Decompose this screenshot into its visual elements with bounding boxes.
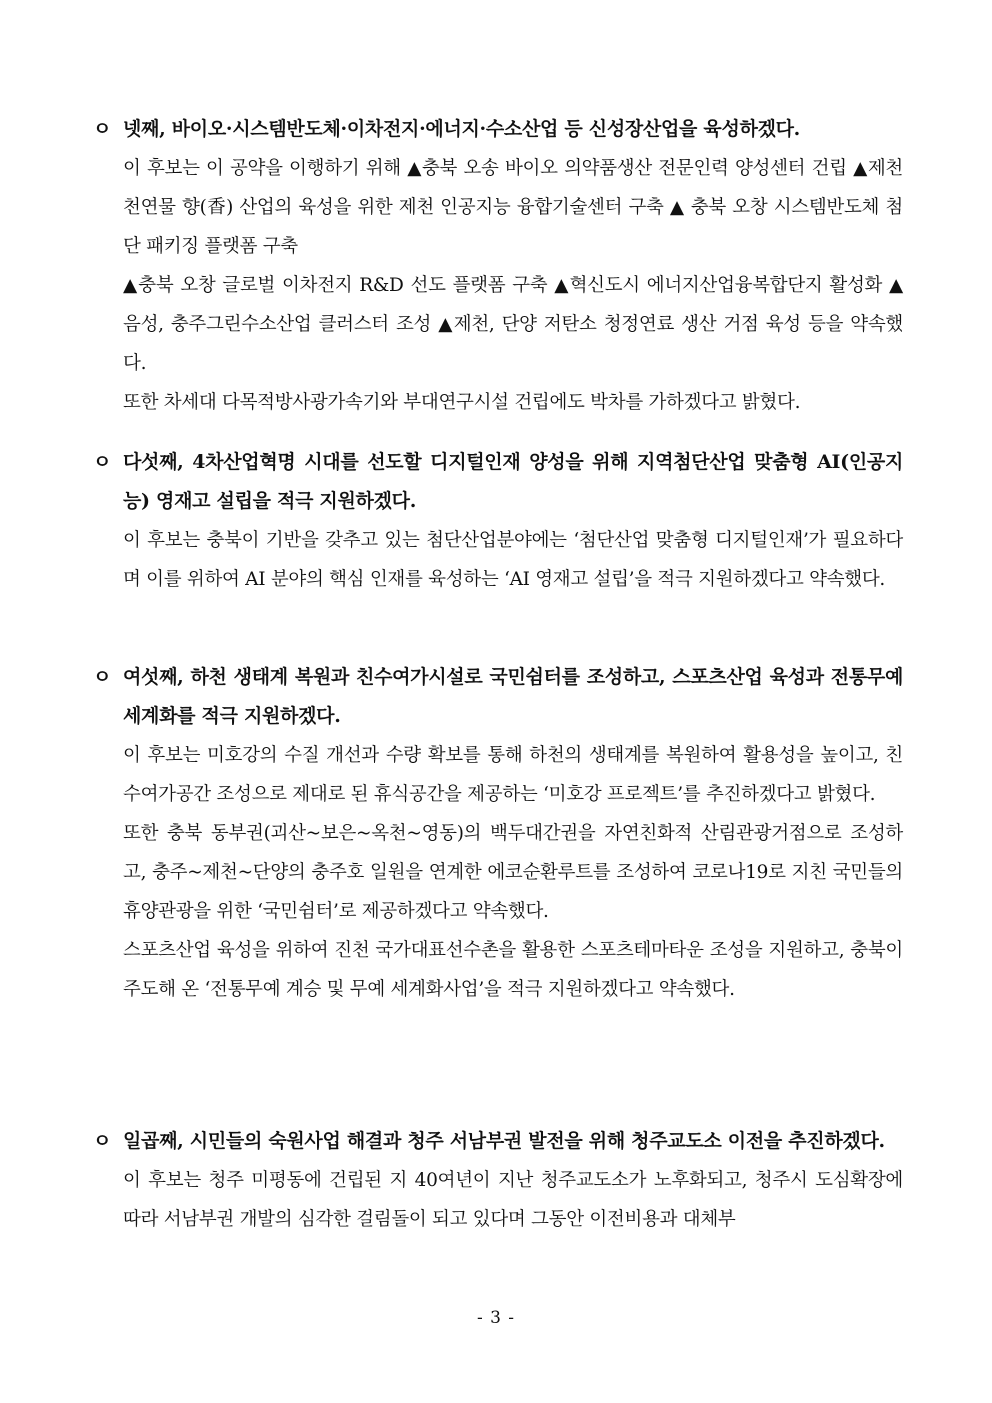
section-6: [93, 658, 903, 1009]
bullet-circle-icon: ㅇ: [93, 1130, 112, 1152]
paragraph: ▲충북 오창 글로벌 이차전지 R&D 선도 플랫폼 구축 ▲혁신도시 에너지산업융복합단지 활성화 ▲음성, 충주그린수소산업 클러스터 조성 ▲제천, 단양 저탄소 청정연료 생산 거점 육성 등을 약속했다.: [123, 275, 903, 374]
section-heading: [93, 443, 903, 521]
paragraph: 이 후보는 청주 미평동에 건립된 지 40여년이 지난 청주교도소가 노후화되고, 청주시 도심확장에 따라 서남부권 개발의 심각한 걸림돌이 되고 있다며 그동안 이전비용과 대체부: [123, 1170, 903, 1230]
bullet-circle-icon: ㅇ: [93, 118, 112, 140]
paragraph: 스포츠산업 육성을 위하여 진천 국가대표선수촌을 활용한 스포츠테마타운 조성을 지원하고, 충북이 주도해 온 ‘전통무예 계승 및 무예 세계화사업’을 적극 지원하겠다고 약속했다.: [123, 940, 903, 1000]
section-heading: [93, 658, 903, 736]
section-4: [93, 110, 903, 422]
section-heading: [93, 110, 903, 149]
paragraph: 이 후보는 미호강의 수질 개선과 수량 확보를 통해 하천의 생태계를 복원하여 활용성을 높이고, 친수여가공간 조성으로 제대로 된 휴식공간을 제공하는 ‘미호강 프로젝트’를 추진하겠다고 밝혔다.: [123, 745, 903, 805]
bullet-circle-icon: ㅇ: [93, 451, 112, 473]
paragraph: 또한 차세대 다목적방사광가속기와 부대연구시설 건립에도 박차를 가하겠다고 밝혔다.: [123, 392, 801, 413]
section-5: [93, 443, 903, 599]
section-7: [93, 1122, 903, 1239]
page-number: - 3 -: [476, 1308, 516, 1328]
heading-text: 여섯째, 하천 생태계 복원과 친수여가시설로 국민쉼터를 조성하고, 스포츠산업 육성과 전통무예 세계화를 적극 지원하겠다.: [123, 666, 903, 727]
section-heading: [93, 1122, 903, 1161]
paragraph: 또한 충북 동부권(괴산~보은~옥천~영동)의 백두대간권을 자연친화적 산림관광거점으로 조성하고, 충주~제천~단양의 충주호 일원을 연계한 에코순환루트를 조성하여 코로나19로 지친 국민들의 휴양관광을 위한 ‘국민쉼터’로 제공하겠다고 약속했다.: [123, 823, 903, 922]
heading-text: 일곱째, 시민들의 숙원사업 해결과 청주 서남부권 발전을 위해 청주교도소 이전을 추진하겠다.: [123, 1130, 885, 1152]
bullet-circle-icon: ㅇ: [93, 666, 112, 688]
heading-text: 다섯째, 4차산업혁명 시대를 선도할 디지털인재 양성을 위해 지역첨단산업 맞춤형 AI(인공지능) 영재고 설립을 적극 지원하겠다.: [123, 451, 903, 512]
paragraph: 이 후보는 충북이 기반을 갖추고 있는 첨단산업분야에는 ‘첨단산업 맞춤형 디지털인재’가 필요하다며 이를 위하여 AI 분야의 핵심 인재를 육성하는 ‘AI 영재고 설립’을 적극 지원하겠다고 약속했다.: [123, 530, 903, 590]
paragraph: 이 후보는 이 공약을 이행하기 위해 ▲충북 오송 바이오 의약품생산 전문인력 양성센터 건립 ▲제천 천연물 향(香) 산업의 육성을 위한 제천 인공지능 융합기술센터 구축 ▲ 충북 오창 시스템반도체 첨단 패키징 플랫폼 구축: [123, 158, 903, 257]
heading-text: 넷째, 바이오·시스템반도체·이차전지·에너지·수소산업 등 신성장산업을 육성하겠다.: [123, 118, 800, 140]
